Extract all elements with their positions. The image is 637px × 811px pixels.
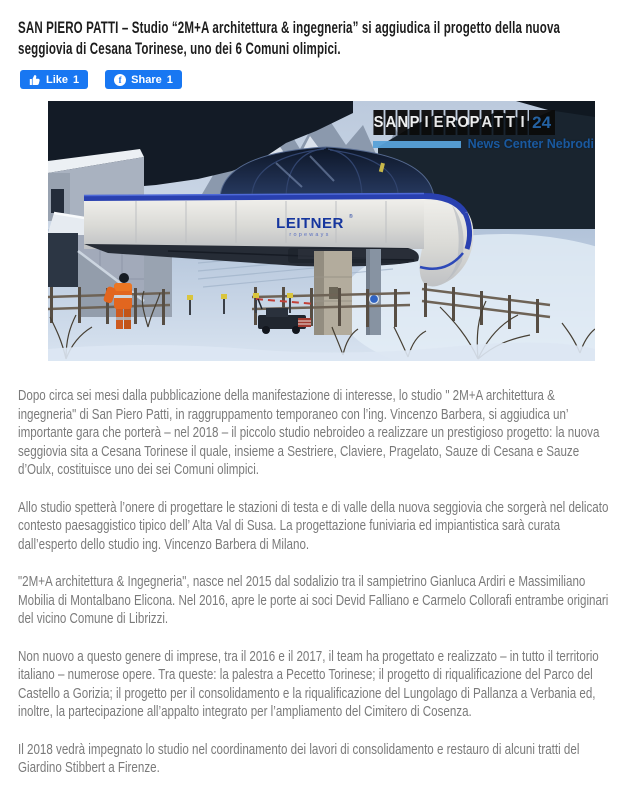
watermark-letter: N [397,110,407,135]
facebook-logo-icon: f [114,74,126,86]
watermark-letter: I [517,110,527,135]
article-paragraph: Il 2018 vedrà impegnato lo studio nel coordinamento dei lavori di consolidamento e restauro di alcuni tratti del Giardino Stibbert a Firenze. [18,740,580,776]
leitner-logo: LEITNER [276,215,344,232]
like-count: 1 [73,73,80,86]
watermark-letter: E [433,110,443,135]
watermark-letter: O [457,110,467,135]
watermark-letter: P [469,110,479,135]
watermark-letter: A [481,110,491,135]
registered-mark-icon: ® [349,214,353,220]
watermark-tagline: News Center Nebrodi [467,137,594,151]
watermark [373,110,594,151]
like-label: Like [46,73,69,86]
share-label: Share [131,73,162,86]
page-title: SAN PIERO PATTI – Studio “2M+A architettura & ingegneria” si aggiudica il progetto della nuova seggiovia di Cesana Torinese, uno dei 6 Comuni olimpici. [18,19,561,58]
article-body [18,387,617,778]
article-paragraph: Allo studio spetterà l’onere di progettare le stazioni di testa e di valle della nuova seggiovia che sorgerà nel delicato contesto paesaggistico tipico dell’ Alta Val di Susa. La progettazione funiviaria ed impiantistica sarà curata dall’esperto dello studio ing. Vincenzo Barbera di Milano. [18,498,609,553]
article-paragraph: Dopo circa sei mesi dalla pubblicazione della manifestazione di interesse, lo studio " 2M+A architettura & ingegneria" di San Piero Patti, in raggruppamento temporaneo con l’ing. Vincenzo Barbera, si aggiudica un’ importante gara che porterà – nel 2018 – il piccolo studio nebroideo a realizzare un prestigioso progetto: la nuova seggiovia sita a Cesana Torinese il quale, insieme a Sestriere, Claviere, Pragelato, Sauze di Cesana e Sauze d’Oulx, costituisce uno dei sei Comuni olimpici. [18,387,600,478]
thumbs-up-icon [29,74,41,86]
watermark-letter: T [505,110,515,135]
watermark-letter: S [373,110,383,135]
leitner-sub: ropeways [289,232,331,238]
article-paragraph: "2M+A architettura & Ingegneria", nasce nel 2015 dal sodalizio tra il sampietrino Gianluca Ardiri e Massimiliano Mobilia di Montalbano Elicona. Nel 2016, apre le porte ai soci Devid Falliano e Carmelo Collorafi entrambe originari del vicino Comune di Librizzi. [18,573,609,627]
share-count: 1 [166,73,173,86]
watermark-bar [373,141,461,148]
facebook-share-button[interactable] [105,70,182,89]
watermark-letters [373,110,528,135]
watermark-number: 24 [529,110,555,135]
article-paragraph: Non nuovo a questo genere di imprese, tra il 2016 e il 2017, il team ha progettato e realizzato – in tutto il territorio italiano – numerose opere. Tra queste: la palestra a Pecetto Torinese; il progetto di riqualificazione del Parco del Castello a Gorizia; il progetto per il consolidamento e la riqualificazione del Lungolago di Pallanza a Verbania ed, inoltre, la partecipazione all’appalto integrato per l’ampliamento del Cimitero di Cosenza. [18,647,599,720]
lift-sign [370,295,379,304]
watermark-letter: A [385,110,395,135]
social-buttons [20,70,617,89]
watermark-letter: R [445,110,455,135]
watermark-letter: T [493,110,503,135]
article-photo [48,101,595,361]
watermark-letter: I [421,110,431,135]
watermark-letter: P [409,110,419,135]
facebook-like-button[interactable] [20,70,88,89]
